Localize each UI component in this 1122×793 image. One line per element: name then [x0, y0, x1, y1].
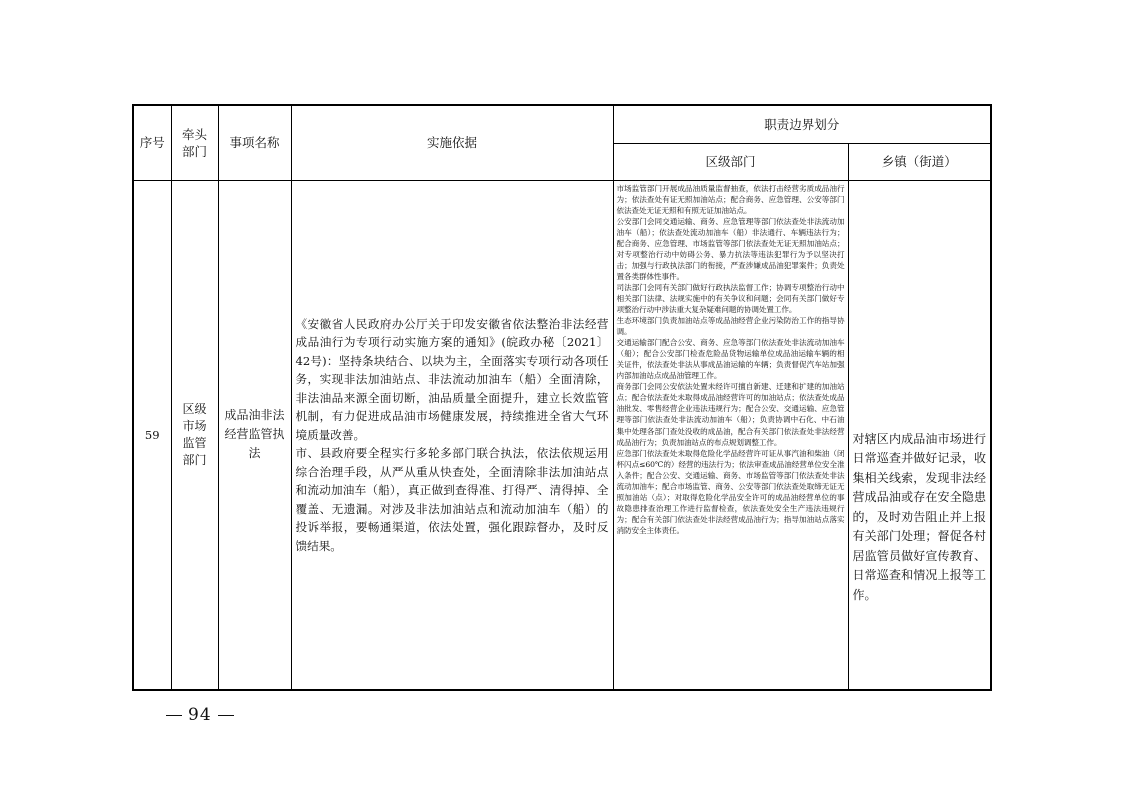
page-number: [160, 705, 240, 725]
district-duty-paragraph: 司法部门会同有关部门做好行政执法监督工作；协调专项整治行动中相关部门法律、法规实施中的有关争议和问题；会同有关部门做好专项整治行动中涉法重大复杂疑难问题的协调处置工作。: [616, 282, 845, 315]
basis-paragraph: 《安徽省人民政府办公厅关于印发安徽省依法整治非法经营成品油行为专项行动实施方案的通知》(皖政办秘〔2021〕42号)：坚持条块结合、以块为主，全面落实专项行动各项任务，实现非法加油站点、非法流动加油车（船）全面清除，非法油品来源全面切断，油品质量全面提升，建立长效监管机制，有力促进成品油市场健康发展，持续推进全省大气环境质量改善。: [295, 316, 609, 442]
row-basis: [291, 180, 613, 690]
basis-paragraph: 市、县政府要全程实行多轮多部门联合执法，依法依规运用综合治理手段，从严从重从快查处，全面清除非法加油站点和流动加油车（船），真正做到查得准、打得严、清得掉、全覆盖、无遗漏。对涉及非法加油站点和流动加油车（船）的投诉举报，要畅通渠道，依法处置，强化跟踪督办，及时反馈结果。: [295, 446, 609, 553]
header-item-name: 事项名称: [218, 105, 291, 180]
row-lead-dept: [171, 180, 218, 690]
row-town-duties: 对辖区内成品油市场进行日常巡查并做好记录，收集相关线索，发现非法经营成品油或存在安全隐患的，及时劝告阻止并上报有关部门处理；督促各村居监管员做好宣传教育、日常巡查和情况上报等工作。: [848, 180, 991, 690]
district-duty-paragraph: 交通运输部门配合公安、商务、应急等部门依法查处非法流动加油车（船）；配合公安部门检查危险品货物运输单位成品油运输车辆的相关证件，依法查处非法从事成品油运输的车辆；负责督促汽车站加强内部加油站点成品油管理工作。: [616, 338, 845, 381]
row-no: 59: [133, 180, 171, 690]
row-item-name: 成品油非法经营监管执法: [218, 180, 291, 690]
header-lead-dept: [171, 105, 218, 180]
header-basis: 实施依据: [291, 105, 613, 180]
district-duty-paragraph: 应急部门依法查处未取得危险化学品经营许可证从事汽油和柴油（闭杯闪点≤60℃的）经营的违法行为；依法审查成品油经营单位安全准入条件；配合公安、交通运输、商务、市场监管等部门依法查处非法流动加油车；配合市场监管、商务、公安等部门依法查处取缔无证无照加油站（点）；对取得危险化学品安全许可的成品油经营单位的事故隐患排查治理工作进行监督检查，依法查处安全生产违法违规行为；配合有关部门依法查处非法经营成品油行为；指导加油站点落实消防安全主体责任。: [616, 448, 845, 535]
header-town: 乡镇（街道）: [848, 143, 991, 180]
district-duty-paragraph: 生态环境部门负责加油站点等成品油经营企业污染防治工作的指导协调。: [616, 316, 845, 337]
row-district-duties: [613, 180, 848, 690]
header-duty-division: 职责边界划分: [613, 105, 991, 143]
district-duty-paragraph: 商务部门会同公安依法处置未经许可擅自新建、迁建和扩建的加油站点；配合依法查处未取得成品油经营许可的加油站点；依法查处成品油批发、零售经营企业违法违规行为；配合公安、交通运输、应急管理等部门依法查处非法流动加油车（船）；负责协调中石化、中石油集中处理各部门查处没收的成品油，配合有关部门依法查处非法经营成品油行为；负责加油站点的布点规划调整工作。: [616, 382, 845, 447]
page-number-value: 94: [188, 705, 212, 725]
header-lead-dept-text: 牵头部门: [181, 126, 207, 159]
row-lead-dept-text: 区级市场监管部门: [182, 401, 207, 467]
dash-left: [166, 715, 182, 716]
header-district-dept: 区级部门: [613, 143, 848, 180]
header-no: 序号: [133, 105, 171, 180]
dash-right: [218, 715, 234, 716]
responsibility-table: [132, 104, 992, 691]
district-duty-paragraph: 公安部门会同交通运输、商务、应急管理等部门依法查处非法流动加油车（船）；依法查处流动加油车（船）非法通行、车辆违法行为；配合商务、应急管理、市场监管等部门依法查处无证无照加油站点；对专项整治行动中妨碍公务、暴力抗法等违法犯罪行为予以坚决打击；加强与行政执法部门的衔接，严查涉嫌成品油犯罪案件；负责处置各类群体性事件。: [616, 216, 845, 281]
district-duty-paragraph: 市场监管部门开展成品油质量监督抽查，依法打击经营劣质成品油行为；依法查处有证无照加油站点；配合商务、应急管理、公安等部门依法查处无证无照和有照无证加油站点。: [616, 183, 845, 215]
